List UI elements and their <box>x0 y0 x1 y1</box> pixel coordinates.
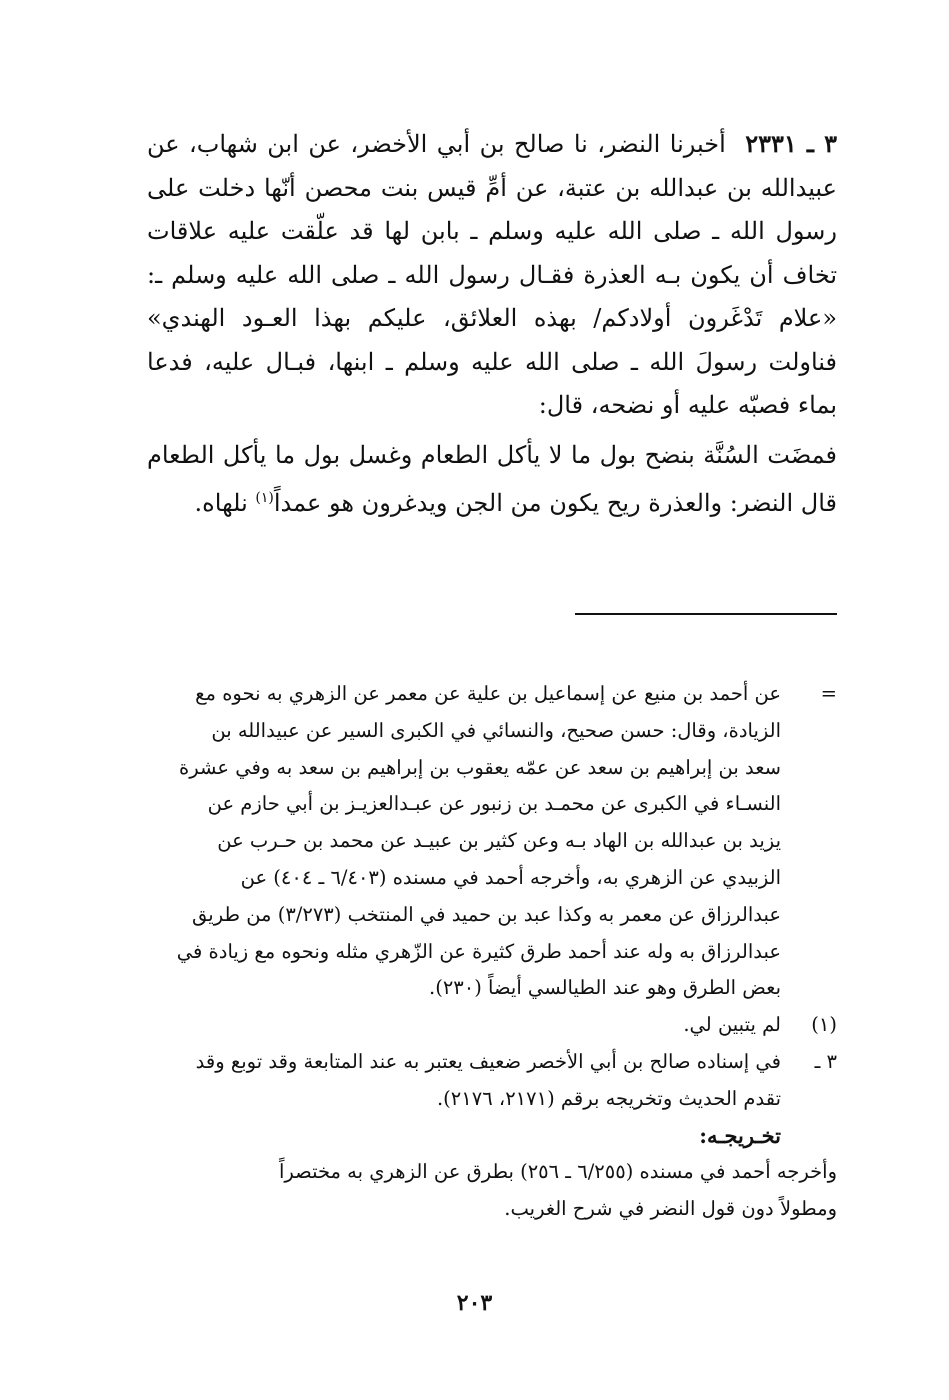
footnote-line: يزيد بن عبدالله بن الهاد بـه وعن كثير بن عبيـد عن محمد بن حـرب عن <box>217 829 781 853</box>
footnote-line: النسـاء في الكبرى عن محمـد بن زنبور عن عبـدالعزيـز بن أبي حازم عن <box>207 792 781 816</box>
footnote-line: لم يتبين لي. <box>683 1013 781 1037</box>
footnote-line: الزيادة، وقال: حسن صحيح، والنسائي في الكبرى السير عن عبيدالله بن <box>211 718 781 742</box>
hadith-commentary: فمضَت السُنَّة بنضح بول ما لا يأكل الطعام وغسل بول ما يأكل الطعام قال النضر: والعذرة ريح يكون من الجن ويدغرون هو عمداً <box>147 440 837 517</box>
footnote-line: عن أحمد بن منيع عن إسماعيل بن علية عن معمر عن الزهري به نحوه مع <box>195 682 781 705</box>
footnote-line: تقدم الحديث وتخريجه برقم (٢١٧١، ٢١٧٦). <box>436 1086 781 1110</box>
footnote-reference: (١) <box>255 490 274 506</box>
hadith-text <box>147 122 837 526</box>
hadith-number: ٣ ـ ٢٣٣١ <box>745 129 837 158</box>
footnote-line: عبدالرزاق به وله عند أحمد طرق كثيرة عن الزّهري مثله ونحوه مع زيادة في <box>176 939 781 963</box>
takhrij-heading: تخـريجـه: <box>699 1122 781 1148</box>
footnotes <box>147 676 837 1228</box>
footnote-3-marker: ٣ ـ <box>814 1049 837 1073</box>
continuation-marker: = <box>820 682 837 705</box>
footnote-3 <box>147 1044 837 1118</box>
footnote-line: عبدالرزاق عن معمر به وكذا عبد بن حميد في المنتخب (٣/٢٧٣) من طريق <box>192 902 781 926</box>
hadith-narration: أخبرنا النضر، نا صالح بن أبي الأخضر، عن ابن شهاب، عن عبيدالله بن عبدالله بن عتبة، عن أمِّ قيس بنت محصن أنّها دخلت على رسول الله ـ صلى الله عليه وسلم ـ بابن لها قد علّقت عليه علاقات تخاف أن يكون بـه العذرة فقـال رسول الله ـ صلى الله عليه وسلم ـ: «علام تَدْغَرون أولادكم/ بهذه العلائق، عليكم بهذا العـود الهندي» فناولت رسولَ الله ـ صلى الله عليه وسلم ـ ابنها، فبـال عليه، فدعا بماء فصبّه عليه أو نضحه، قال: <box>147 130 837 419</box>
takhrij-body <box>147 1154 837 1228</box>
hadith-paragraph-2 <box>147 434 837 526</box>
footnote-1-marker: (١) <box>811 1013 837 1037</box>
footnote-line: الزبيدي عن الزهري به، وأخرجه أحمد في مسنده (٦/٤٠٣ ـ ٤٠٤) عن <box>240 865 781 889</box>
hadith-commentary-end: نلهاه. <box>194 489 248 517</box>
footnote-divider <box>575 613 837 615</box>
takhrij-line: ومطولاً دون قول النضر في شرح الغريب. <box>504 1197 837 1221</box>
footnote-line: في إسناده صالح بن أبي الأخصر ضعيف يعتبر به عند المتابعة وقد توبع وقد <box>195 1049 781 1073</box>
footnote-continuation <box>147 676 837 1007</box>
hadith-paragraph-1 <box>147 122 837 428</box>
page-number: ٢٠٣ <box>456 1290 493 1316</box>
footnote-3-body <box>147 1044 781 1118</box>
takhrij-line: وأخرجه أحمد في مسنده (٦/٢٥٥ ـ ٢٥٦) بطرق عن الزهري به مختصراً <box>278 1160 837 1184</box>
footnote-1 <box>147 1007 837 1044</box>
footnote-line: بعض الطرق وهو عند الطيالسي أيضاً (٢٣٠). <box>429 976 781 1000</box>
footnote-1-body <box>147 1007 781 1044</box>
continuation-body <box>147 676 781 1007</box>
footnote-line: سعد بن إبراهيم بن سعد عن عمّه يعقوب بن إبراهيم بن سعد به وفي عشرة <box>179 755 781 779</box>
